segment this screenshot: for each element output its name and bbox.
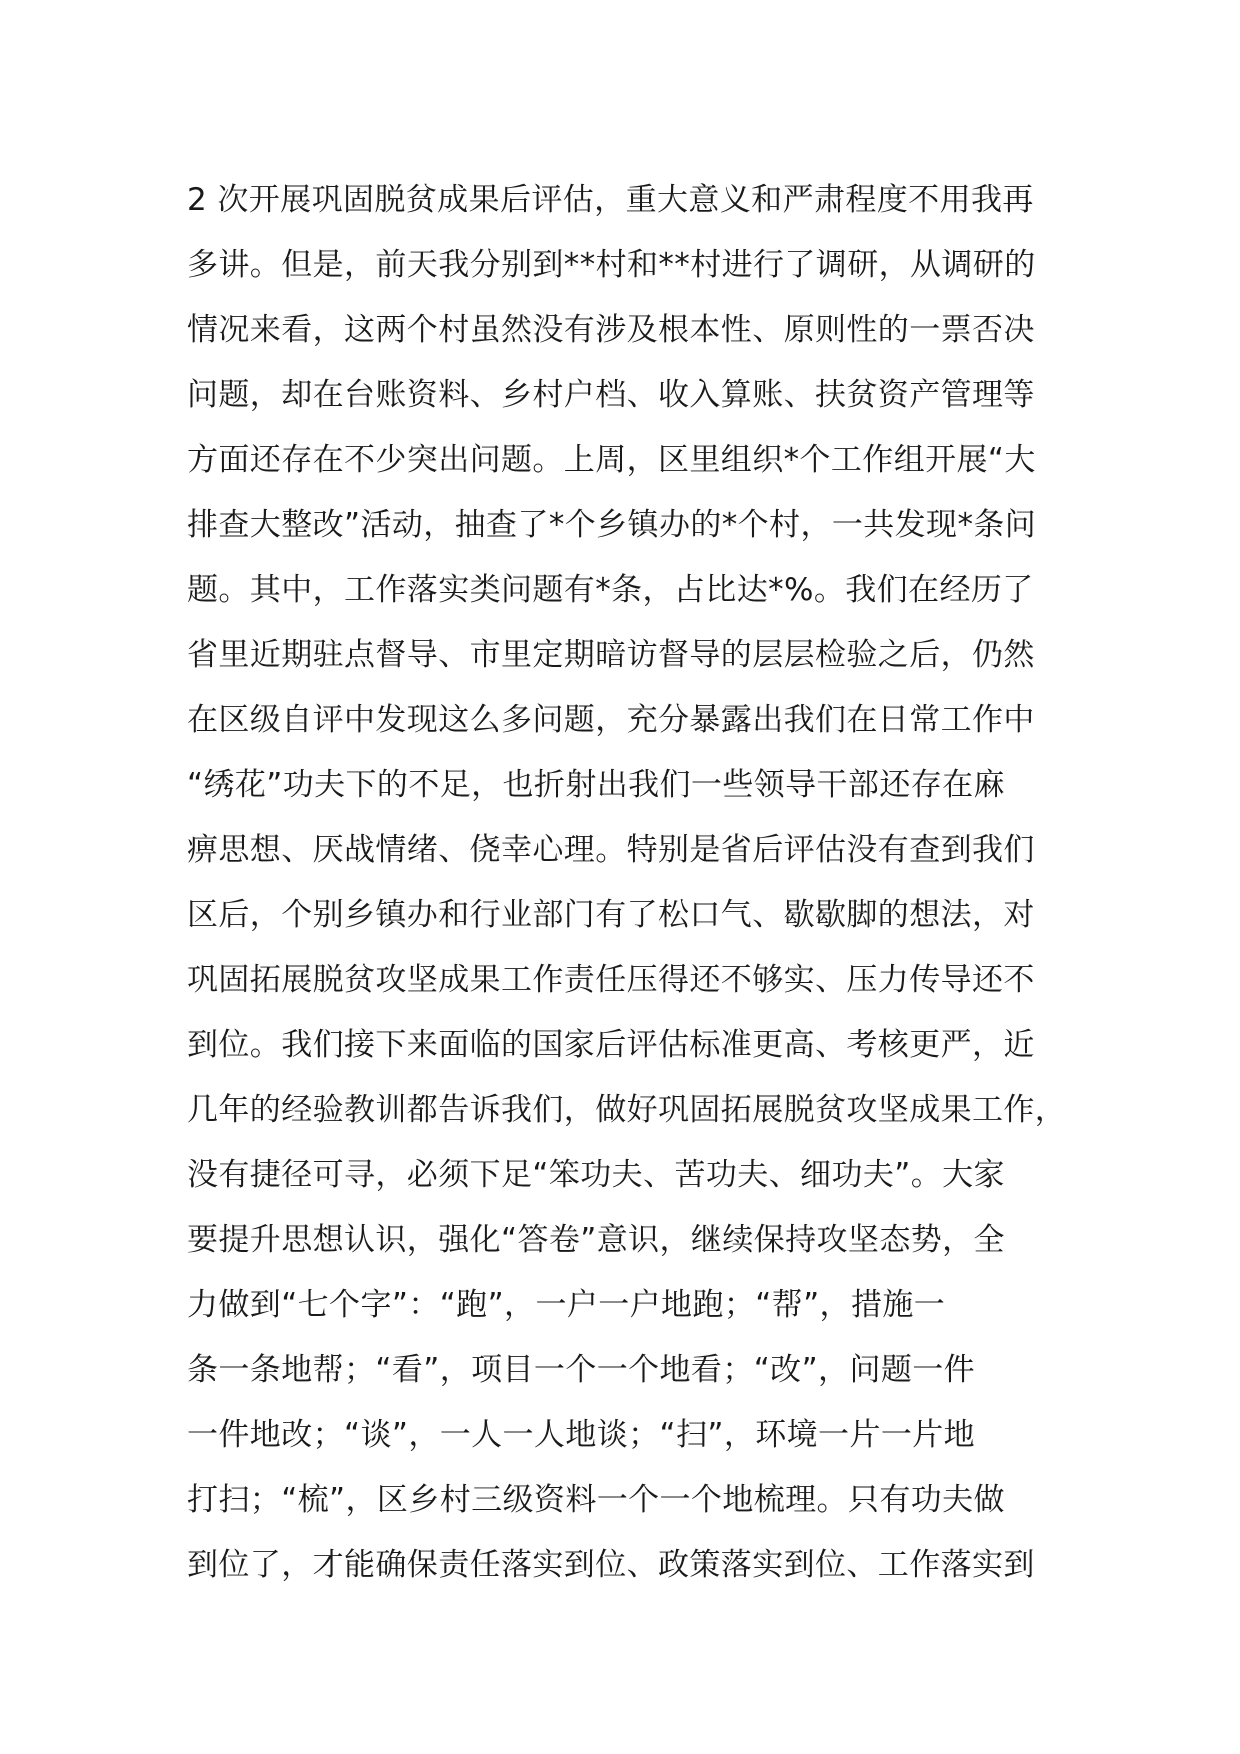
text-line-15: 几年的经验教训都告诉我们，做好巩固拓展脱贫攻坚成果工作， — [187, 1092, 1067, 1128]
text-line-11: 痹思想、厌战情绪、侥幸心理。特别是省后评估没有查到我们 — [187, 832, 1035, 868]
text-line-3: 情况来看，这两个村虽然没有涉及根本性、原则性的一票否决 — [187, 312, 1035, 348]
text-line-8: 省里近期驻点督导、市里定期暗访督导的层层检验之后，仍然 — [187, 637, 1035, 673]
text-line-10: “绣花”功夫下的不足，也折射出我们一些领导干部还存在麻 — [187, 767, 1005, 803]
text-line-21: 打扫；“梳”，区乡村三级资料一个一个地梳理。只有功夫做 — [187, 1482, 1005, 1518]
text-line-18: 力做到“七个字”：“跑”，一户一户地跑；“帮”，措施一 — [187, 1287, 946, 1323]
text-line-20: 一件地改；“谈”，一人一人地谈；“扫”，环境一片一片地 — [187, 1417, 976, 1453]
text-line-12: 区后，个别乡镇办和行业部门有了松口气、歇歇脚的想法，对 — [187, 897, 1035, 933]
text-line-4: 问题，却在台账资料、乡村户档、收入算账、扶贫资产管理等 — [187, 377, 1035, 413]
text-line-6: 排查大整改”活动，抽查了*个乡镇办的*个村，一共发现*条问 — [187, 507, 1037, 543]
text-line-19: 条一条地帮；“看”，项目一个一个地看；“改”，问题一件 — [187, 1352, 976, 1388]
text-line-9: 在区级自评中发现这么多问题，充分暴露出我们在日常工作中 — [187, 702, 1035, 738]
text-line-22: 到位了，才能确保责任落实到位、政策落实到位、工作落实到 — [187, 1547, 1035, 1583]
text-line-16: 没有捷径可寻，必须下足“笨功夫、苦功夫、细功夫”。大家 — [187, 1157, 1005, 1193]
text-line-2: 多讲。但是，前天我分别到**村和**村进行了调研，从调研的 — [187, 247, 1036, 283]
text-line-14: 到位。我们接下来面临的国家后评估标准更高、考核更严，近 — [187, 1027, 1035, 1063]
text-line-7: 题。其中，工作落实类问题有*条，占比达*%。我们在经历了 — [187, 572, 1034, 608]
text-line-13: 巩固拓展脱贫攻坚成果工作责任压得还不够实、压力传导还不 — [187, 962, 1035, 998]
text-line-5: 方面还存在不少突出问题。上周，区里组织*个工作组开展“大 — [187, 442, 1036, 478]
body-paragraph — [187, 168, 1067, 1598]
text-line-17: 要提升思想认识，强化“答卷”意识，继续保持攻坚态势，全 — [187, 1222, 1005, 1258]
text-line-1: 2 次开展巩固脱贫成果后评估，重大意义和严肃程度不用我再 — [187, 182, 1034, 218]
